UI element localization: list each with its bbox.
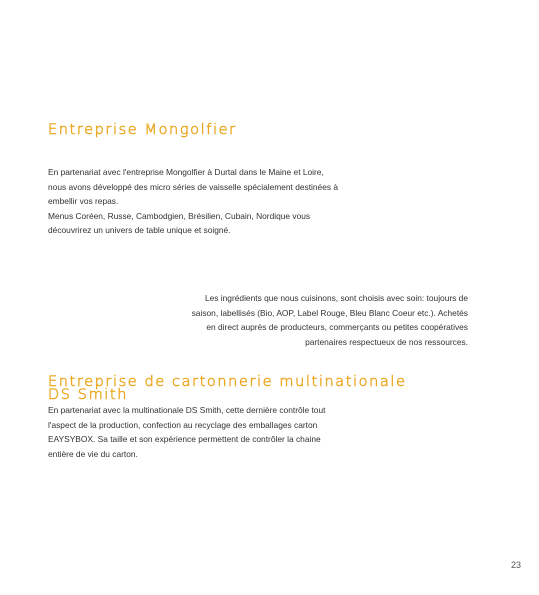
paragraph-line: saison, labellisés (Bio, AOP, Label Rouge, Bleu Blanc Coeur etc.). Achetés bbox=[191, 307, 468, 318]
ds-smith-paragraph bbox=[48, 403, 325, 461]
paragraph-line: Les ingrédients que nous cuisinons, sont choisis avec soin: toujours de bbox=[204, 293, 468, 303]
paragraph-line: découvrirez un univers de table unique et soigné. bbox=[48, 225, 231, 235]
section-title-ds-smith bbox=[48, 376, 407, 402]
paragraph-line: nous avons développé des micro séries de vaisselle spécialement destinées à bbox=[48, 181, 339, 192]
section-title-mongolfier: Entreprise Mongolfier bbox=[48, 122, 237, 138]
paragraph-line: entière de vie du carton. bbox=[48, 448, 138, 459]
ingredients-paragraph bbox=[192, 291, 468, 349]
paragraph-line: En partenariat avec la multinationale DS Smith, cette dernière contrôle tout bbox=[48, 405, 326, 415]
page-number: 23 bbox=[510, 560, 521, 570]
paragraph-line: Menus Coréen, Russe, Cambodgien, Brésilien, Cubain, Nordique vous bbox=[48, 210, 311, 221]
section-title-line: DS Smith bbox=[48, 387, 129, 403]
mongolfier-paragraph bbox=[48, 165, 338, 238]
paragraph-line: en direct auprès de producteurs, commerçants ou petites coopératives bbox=[206, 322, 468, 332]
paragraph-line: En partenariat avec l'entreprise Mongolfier à Durtal dans le Maine et Loire, bbox=[48, 167, 324, 177]
paragraph-line: partenaires respectueux de nos ressources. bbox=[305, 336, 468, 347]
paragraph-line: EAYSYBOX. Sa taille et son expérience permettent de contrôler la chaine bbox=[48, 434, 321, 444]
paragraph-line: l'aspect de la production, confection au recyclage des emballages carton bbox=[48, 419, 318, 430]
section-title-line: Entreprise de cartonnerie multinationale bbox=[48, 374, 407, 390]
paragraph-line: embellir vos repas. bbox=[48, 196, 119, 206]
